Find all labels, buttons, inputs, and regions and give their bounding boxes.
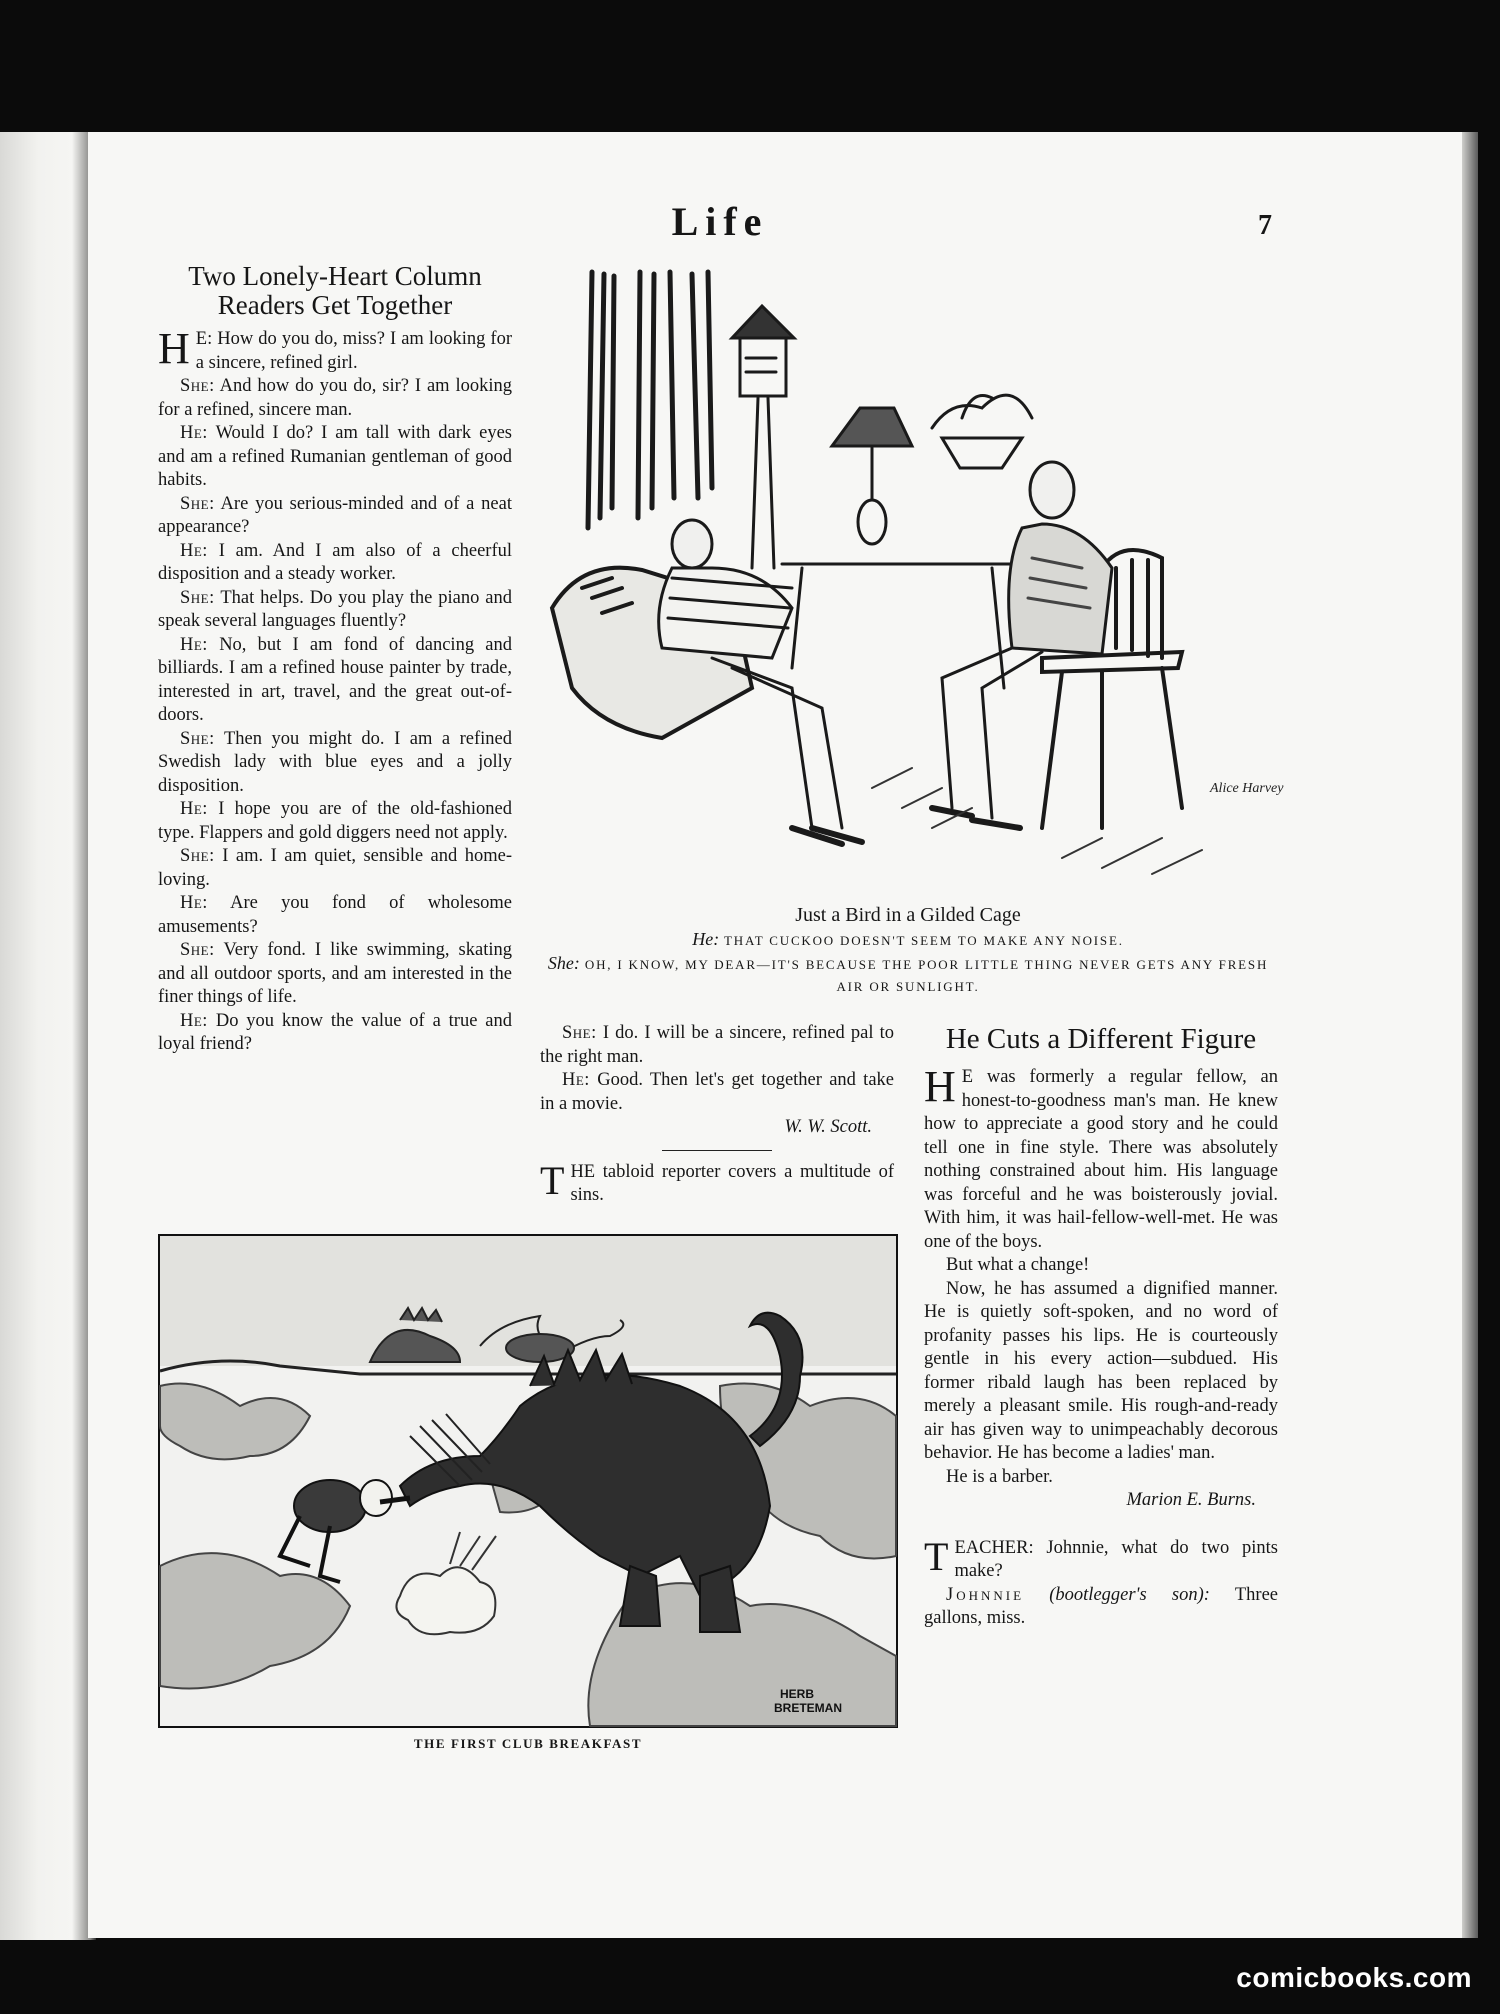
speaker: He:: [180, 540, 208, 561]
cuckoo-clock-cartoon: [542, 268, 1284, 904]
speaker: He:: [562, 1070, 590, 1090]
paragraph: She: I do. I will be a sincere, refined pal to the right man.: [540, 1023, 894, 1067]
speaker: Johnnie: [946, 1584, 1025, 1605]
speaker: He:: [180, 634, 208, 655]
drop-cap: H: [158, 324, 190, 373]
speaker: He:: [180, 893, 208, 913]
joke-tabloid: THE tabloid reporter covers a multitude of sins.: [540, 1157, 894, 1205]
speaker: She:: [180, 587, 215, 608]
article-different-figure: [924, 1020, 1278, 1631]
drop-cap: T: [540, 1157, 565, 1203]
artist-signature-line1: HERB: [780, 1687, 815, 1701]
paragraph: He: Are you fond of wholesome amusements?: [158, 893, 512, 937]
paragraph: H E: How do you do, miss? I am looking for a sincere, refined girl.: [158, 324, 512, 373]
speaker: She:: [562, 1023, 597, 1043]
table: [782, 564, 1012, 688]
byline: Marion E. Burns.: [1126, 1490, 1256, 1510]
speaker: He:: [180, 1010, 208, 1031]
divider: [662, 1150, 772, 1151]
floor-hatching: [872, 768, 1202, 874]
drop-cap: H: [924, 1062, 956, 1111]
article-title: Two Lonely-Heart Column Readers Get Together: [188, 261, 482, 320]
paragraph: H E was formerly a regular fellow, an honest-to-goodness man's man. He knew how to appreciate a good story and he could tell one in fine style. There was absolutely nothing constrained about him. His language was forceful and he was boisterously jovial. With him, it was hail-fellow-well-met. He was one of the boys.: [924, 1062, 1278, 1252]
joke-teacher: TEACHER: Johnnie, what do two pints make?: [924, 1533, 1278, 1581]
speaker: She:: [180, 493, 215, 514]
speaker: He:: [180, 423, 208, 443]
paragraph: But what a change!: [946, 1255, 1090, 1275]
cartoon2-caption: THE FIRST CLUB BREAKFAST: [413, 1736, 643, 1751]
byline: W. W. Scott.: [784, 1117, 872, 1137]
speaker: She:: [180, 376, 215, 396]
paragraph: He: I am. And I am also of a cheerful disposition and a steady worker.: [158, 540, 512, 584]
dinosaur-cartoon-art: [160, 1236, 896, 1726]
paragraph: Johnnie (bootlegger's son): Three gallons, miss.: [924, 1584, 1278, 1628]
paragraph: He: Good. Then let's get together and take in a movie.: [540, 1070, 894, 1114]
caveman: [280, 1480, 410, 1582]
paragraph: He: Would I do? I am tall with dark eyes and am a refined Rumanian gentleman of good habits.: [158, 423, 512, 490]
article-lonely-hearts-continued: [540, 1022, 894, 1208]
left-page-edge: [0, 132, 96, 1940]
paragraph: He: Do you know the value of a true and loyal friend?: [158, 1010, 513, 1054]
page-number: 7: [1258, 210, 1272, 241]
curtains: [588, 272, 712, 528]
paragraph: He is a barber.: [946, 1466, 1053, 1487]
dust-cloud: [396, 1532, 496, 1634]
site-watermark: comicbooks.com: [1236, 1962, 1472, 1993]
lamp: [832, 408, 912, 544]
speaker: She:: [180, 728, 215, 749]
paragraph: She: Are you serious-minded and of a neat appearance?: [158, 493, 512, 537]
artist-signature: Alice Harvey: [1210, 781, 1284, 796]
article-lonely-hearts: [158, 262, 512, 1057]
drop-cap: T: [924, 1533, 949, 1579]
cartoon1-caption: [540, 904, 1276, 998]
caption-she: She: OH, I KNOW, MY DEAR—IT'S BECAUSE THE POOR LITTLE THING NEVER GETS ANY FRESH AIR OR SUNLIGHT.: [547, 952, 1269, 994]
paragraph: Now, he has assumed a dignified manner. He is quietly soft-spoken, and no word of profanity passes his lips. He is courteously gentle in his every action—subdued. His former ribald laugh has been replaced by merely a pleasant smile. His rough-and-ready air has given way to unimpeachably decorous behavior. He has become a ladies' man.: [924, 1278, 1278, 1463]
vase-flowers: [932, 395, 1032, 468]
paragraph: He: No, but I am fond of dancing and billiards. I am a refined house painter by trade, interested in art, travel, and the great out-of-doors.: [158, 634, 513, 725]
speaker: She:: [180, 940, 215, 960]
article-title: He Cuts a Different Figure: [945, 1023, 1257, 1055]
caption-he: He: THAT CUCKOO DOESN'T SEEM TO MAKE ANY NOISE.: [692, 928, 1124, 949]
paragraph: She: Very fond. I like swimming, skating and all outdoor sports, and am interested in the finer things of life.: [158, 940, 512, 1007]
speaker: He:: [180, 799, 208, 819]
paragraph: She: And how do you do, sir? I am looking for a refined, sincere man.: [158, 376, 512, 420]
paragraph: He: I hope you are of the old-fashioned type. Flappers and gold diggers need not apply.: [158, 799, 512, 843]
dinosaur-cartoon: [158, 1234, 898, 1728]
paragraph: She: I am. I am quiet, sensible and home-loving.: [158, 846, 513, 890]
caption-title: Just a Bird in a Gilded Cage: [795, 904, 1021, 926]
speaker: She:: [180, 846, 215, 866]
masthead: Life: [671, 199, 769, 244]
right-page-edge: [1462, 132, 1478, 1938]
paragraph: She: Then you might do. I am a refined Swedish lady with blue eyes and a jolly disposition.: [158, 728, 512, 796]
artist-signature-line2: BRETEMAN: [774, 1701, 842, 1715]
paragraph: She: That helps. Do you play the piano and speak several languages fluently?: [158, 587, 513, 631]
man-figure: [932, 462, 1112, 828]
cuckoo-clock: [732, 306, 794, 568]
